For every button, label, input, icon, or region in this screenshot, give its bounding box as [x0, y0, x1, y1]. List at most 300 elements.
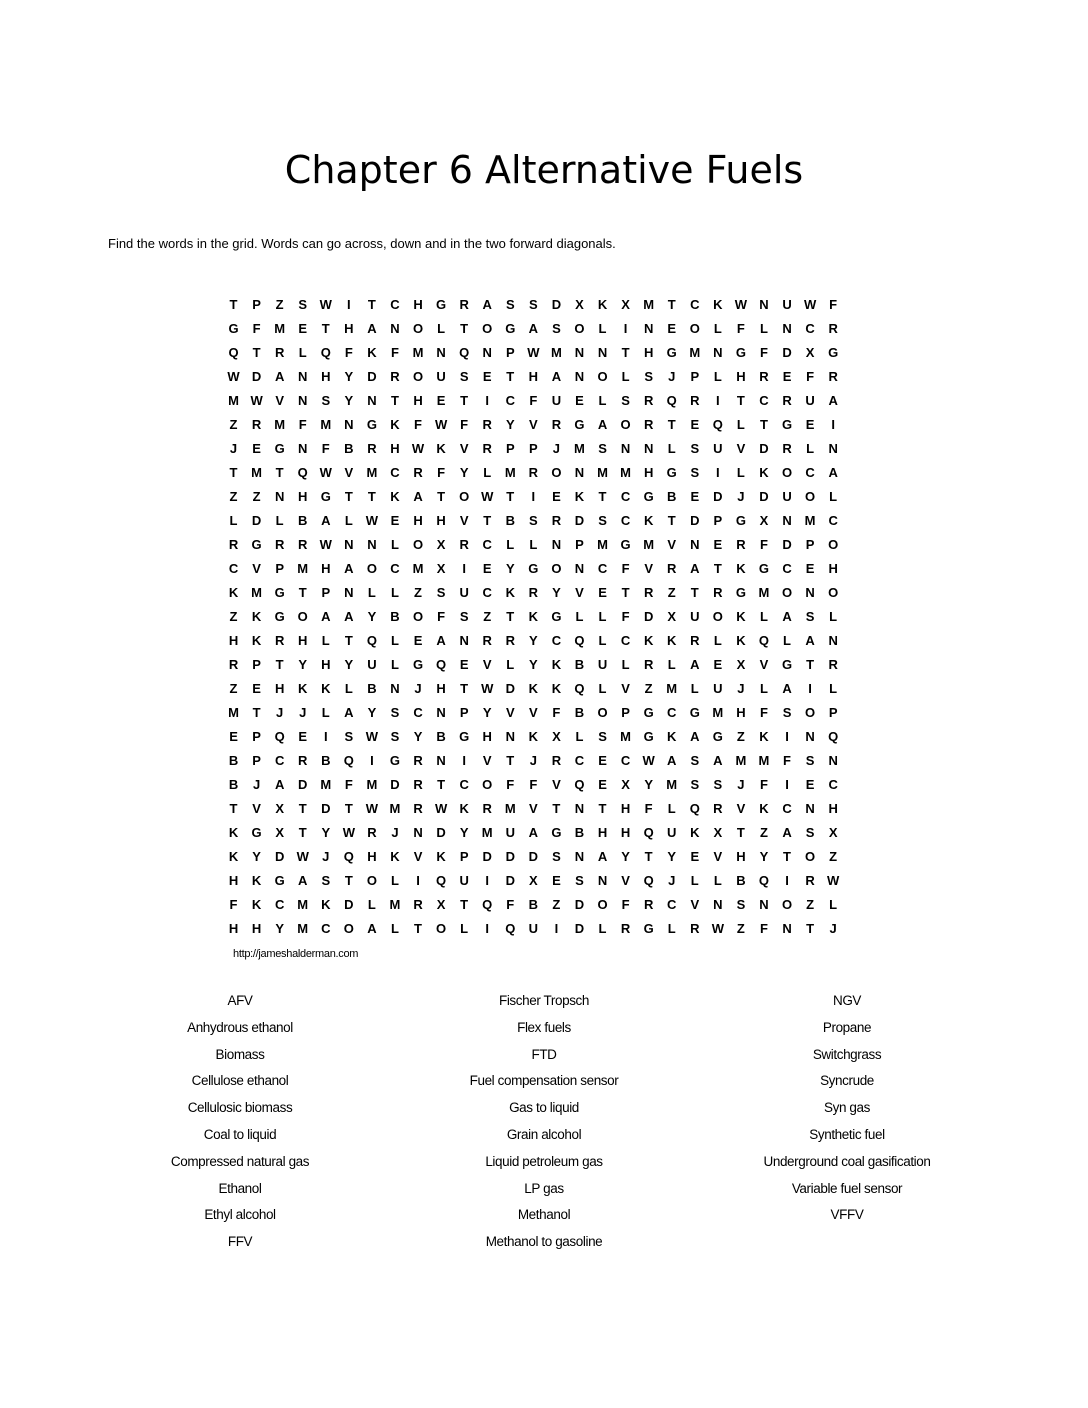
- grid-letter: H: [528, 368, 539, 384]
- grid-letter: Y: [759, 848, 769, 864]
- grid-letter: Q: [828, 728, 839, 744]
- grid-letter: S: [390, 728, 400, 744]
- grid-letter: L: [829, 680, 838, 696]
- grid-letter: K: [713, 296, 723, 312]
- grid-letter: N: [805, 800, 815, 816]
- grid-letter: V: [252, 800, 261, 816]
- grid-letter: K: [228, 848, 239, 864]
- grid-letter: I: [716, 392, 720, 408]
- grid-letter: E: [805, 776, 815, 792]
- grid-letter: I: [716, 464, 720, 480]
- grid-letter: Q: [689, 800, 700, 816]
- grid-letter: R: [736, 536, 746, 552]
- grid-letter: W: [711, 920, 724, 936]
- grid-letter: M: [504, 800, 516, 816]
- grid-letter: N: [828, 440, 838, 456]
- grid-letter: L: [367, 584, 376, 600]
- grid-letter: F: [344, 344, 353, 360]
- grid-row: [222, 844, 868, 868]
- grid-letter: Y: [252, 848, 261, 864]
- grid-letter: Q: [758, 872, 770, 888]
- grid-letter: R: [690, 392, 700, 408]
- grid-letter: N: [574, 464, 585, 480]
- grid-letter: N: [367, 392, 377, 408]
- grid-letter: R: [413, 800, 423, 816]
- grid-letter: L: [229, 512, 238, 528]
- grid-letter: S: [690, 752, 700, 768]
- grid-letter: Z: [229, 680, 238, 696]
- grid-letter: F: [437, 464, 446, 480]
- grid-letter: A: [436, 632, 446, 648]
- grid-letter: M: [297, 896, 309, 912]
- grid-letter: J: [737, 776, 745, 792]
- grid-letter: A: [690, 728, 700, 744]
- grid-letter: B: [574, 824, 585, 840]
- grid-letter: L: [275, 512, 284, 528]
- grid-letter: H: [228, 920, 239, 936]
- grid-letter: Q: [712, 416, 723, 432]
- grid-letter: G: [643, 920, 654, 936]
- grid-letter: H: [482, 728, 492, 744]
- grid-letter: T: [690, 584, 699, 600]
- grid-letter: F: [437, 608, 446, 624]
- grid-letter: N: [436, 344, 446, 360]
- grid-letter: W: [642, 752, 655, 768]
- grid-letter: M: [643, 536, 655, 552]
- grid-letter: G: [228, 320, 239, 336]
- grid-letter: R: [643, 656, 654, 672]
- grid-letter: D: [759, 488, 769, 504]
- grid-letter: R: [482, 440, 492, 456]
- grid-letter: B: [667, 488, 677, 504]
- grid-letter: M: [412, 344, 424, 360]
- grid-letter: C: [321, 920, 331, 936]
- grid-row: [222, 916, 868, 940]
- word-list-item: Liquid petroleum gas: [485, 1153, 603, 1169]
- grid-letter: L: [390, 872, 399, 888]
- grid-letter: L: [506, 656, 515, 672]
- grid-letter: I: [347, 296, 351, 312]
- grid-letter: N: [805, 584, 815, 600]
- grid-letter: T: [598, 488, 607, 504]
- grid-letter: U: [505, 824, 515, 840]
- grid-letter: R: [413, 752, 423, 768]
- word-list-item: FFV: [227, 1234, 253, 1250]
- grid-letter: X: [713, 824, 723, 840]
- grid-letter: S: [298, 296, 308, 312]
- grid-letter: G: [781, 656, 793, 672]
- grid-letter: N: [620, 440, 631, 456]
- grid-row: [222, 364, 868, 388]
- grid-letter: O: [781, 464, 793, 480]
- grid-letter: W: [434, 416, 448, 432]
- grid-letter: T: [367, 296, 376, 312]
- grid-letter: J: [737, 488, 745, 504]
- word-list-item: Ethyl alcohol: [204, 1207, 276, 1223]
- grid-letter: M: [597, 536, 608, 552]
- grid-letter: O: [366, 872, 377, 888]
- grid-letter: H: [298, 488, 308, 504]
- grid-letter: A: [690, 656, 700, 672]
- grid-letter: D: [505, 872, 515, 888]
- grid-letter: D: [390, 776, 400, 792]
- grid-letter: F: [783, 752, 791, 768]
- grid-letter: D: [251, 512, 262, 528]
- grid-letter: A: [667, 752, 677, 768]
- word-list-column-3: [717, 993, 977, 1234]
- grid-letter: E: [690, 848, 700, 864]
- grid-letter: V: [736, 440, 746, 456]
- grid-letter: M: [228, 704, 239, 720]
- grid-letter: P: [459, 704, 469, 720]
- grid-letter: E: [552, 872, 561, 888]
- grid-letter: G: [528, 560, 539, 576]
- grid-letter: G: [366, 416, 377, 432]
- grid-letter: M: [228, 392, 239, 408]
- grid-letter: N: [782, 512, 792, 528]
- grid-letter: Q: [459, 344, 470, 360]
- grid-letter: R: [551, 512, 562, 528]
- grid-letter: W: [803, 296, 817, 312]
- grid-letter: K: [597, 296, 608, 312]
- grid-letter: F: [759, 536, 768, 552]
- grid-letter: O: [412, 608, 424, 624]
- grid-letter: O: [482, 776, 493, 792]
- grid-letter: H: [228, 632, 239, 648]
- grid-letter: S: [621, 392, 630, 408]
- grid-letter: H: [828, 800, 838, 816]
- grid-letter: Z: [829, 848, 838, 864]
- grid-letter: R: [298, 752, 308, 768]
- grid-letter: E: [598, 752, 607, 768]
- grid-letter: S: [344, 728, 354, 744]
- grid-letter: Y: [644, 776, 653, 792]
- grid-letter: I: [554, 920, 559, 936]
- grid-letter: L: [713, 632, 722, 648]
- grid-letter: H: [390, 440, 400, 456]
- grid-letter: O: [805, 704, 816, 720]
- grid-letter: A: [597, 848, 608, 864]
- grid-row: [222, 580, 868, 604]
- grid-letter: F: [759, 776, 768, 792]
- grid-letter: F: [759, 920, 768, 936]
- grid-letter: R: [643, 392, 654, 408]
- grid-letter: S: [390, 704, 400, 720]
- grid-letter: L: [598, 632, 607, 648]
- grid-letter: T: [321, 320, 330, 336]
- grid-letter: D: [690, 512, 700, 528]
- grid-letter: G: [505, 320, 516, 336]
- grid-letter: A: [805, 632, 815, 648]
- grid-letter: R: [505, 632, 515, 648]
- grid-letter: P: [321, 584, 331, 600]
- grid-letter: T: [598, 800, 607, 816]
- grid-letter: I: [623, 320, 628, 336]
- grid-letter: M: [666, 776, 678, 792]
- grid-letter: W: [434, 800, 448, 816]
- grid-letter: A: [413, 488, 423, 504]
- grid-letter: K: [667, 728, 677, 744]
- grid-letter: K: [459, 800, 469, 816]
- grid-letter: N: [828, 632, 838, 648]
- grid-letter: K: [321, 680, 331, 696]
- grid-letter: V: [482, 752, 492, 768]
- grid-letter: K: [528, 680, 539, 696]
- grid-letter: S: [805, 752, 815, 768]
- grid-letter: L: [390, 920, 399, 936]
- grid-letter: Q: [297, 464, 308, 480]
- grid-letter: N: [551, 536, 562, 552]
- grid-letter: K: [736, 632, 746, 648]
- grid-letter: A: [528, 320, 539, 336]
- grid-letter: B: [367, 680, 377, 696]
- grid-letter: G: [320, 488, 331, 504]
- grid-letter: Y: [344, 368, 354, 384]
- grid-letter: C: [620, 752, 631, 768]
- grid-letter: U: [551, 392, 562, 408]
- grid-letter: T: [344, 872, 353, 888]
- grid-letter: E: [598, 776, 607, 792]
- grid-letter: E: [598, 584, 607, 600]
- grid-letter: U: [805, 392, 815, 408]
- grid-letter: T: [437, 488, 446, 504]
- grid-letter: L: [667, 920, 676, 936]
- grid-letter: L: [713, 320, 722, 336]
- grid-letter: H: [413, 392, 423, 408]
- grid-letter: R: [828, 320, 838, 336]
- grid-letter: F: [460, 416, 469, 432]
- grid-letter: U: [690, 608, 700, 624]
- grid-letter: C: [505, 392, 515, 408]
- grid-letter: C: [690, 296, 700, 312]
- grid-letter: N: [574, 368, 585, 384]
- grid-letter: A: [298, 872, 308, 888]
- grid-letter: X: [759, 512, 769, 528]
- grid-letter: M: [297, 920, 309, 936]
- word-list-item: Variable fuel sensor: [791, 1180, 903, 1196]
- grid-letter: V: [459, 512, 469, 528]
- grid-letter: G: [389, 752, 401, 768]
- grid-letter: O: [828, 584, 839, 600]
- grid-letter: O: [781, 584, 793, 600]
- grid-letter: P: [252, 656, 261, 672]
- grid-letter: U: [436, 368, 446, 384]
- grid-letter: Z: [644, 680, 653, 696]
- grid-letter: C: [597, 560, 608, 576]
- grid-letter: R: [413, 776, 423, 792]
- grid-letter: H: [298, 632, 308, 648]
- word-list-item: Methanol: [517, 1207, 571, 1223]
- grid-letter: C: [667, 704, 677, 720]
- grid-letter: K: [667, 632, 677, 648]
- grid-letter: I: [462, 752, 466, 768]
- grid-letter: O: [597, 704, 608, 720]
- grid-letter: P: [252, 752, 261, 768]
- grid-letter: O: [366, 560, 377, 576]
- grid-letter: M: [481, 824, 493, 840]
- grid-letter: R: [643, 584, 654, 600]
- grid-letter: V: [621, 680, 630, 696]
- grid-letter: T: [252, 344, 261, 360]
- grid-letter: L: [529, 536, 538, 552]
- grid-letter: S: [690, 440, 700, 456]
- grid-letter: A: [344, 608, 354, 624]
- grid-letter: L: [598, 680, 607, 696]
- grid-letter: L: [390, 632, 399, 648]
- grid-letter: T: [229, 800, 238, 816]
- grid-letter: G: [251, 536, 262, 552]
- grid-letter: G: [781, 416, 793, 432]
- grid-letter: D: [574, 512, 585, 528]
- grid-letter: K: [390, 488, 400, 504]
- grid-letter: S: [575, 872, 584, 888]
- grid-letter: T: [713, 560, 722, 576]
- grid-letter: E: [805, 560, 815, 576]
- grid-letter: A: [274, 776, 285, 792]
- grid-letter: T: [460, 320, 469, 336]
- grid-letter: G: [274, 584, 285, 600]
- grid-letter: C: [390, 560, 400, 576]
- grid-letter: Q: [643, 824, 654, 840]
- grid-letter: C: [413, 704, 423, 720]
- grid-letter: W: [527, 344, 540, 360]
- grid-letter: N: [574, 560, 585, 576]
- grid-letter: W: [411, 440, 425, 456]
- grid-letter: T: [344, 632, 353, 648]
- grid-letter: H: [344, 320, 354, 336]
- grid-letter: N: [367, 536, 377, 552]
- grid-letter: L: [598, 392, 607, 408]
- grid-letter: F: [621, 560, 630, 576]
- grid-letter: H: [736, 368, 746, 384]
- grid-letter: V: [667, 536, 677, 552]
- grid-letter: D: [759, 440, 769, 456]
- grid-letter: K: [228, 584, 239, 600]
- grid-letter: C: [274, 896, 285, 912]
- grid-letter: B: [736, 872, 746, 888]
- grid-letter: P: [828, 704, 838, 720]
- grid-letter: K: [643, 512, 654, 528]
- grid-letter: O: [574, 320, 585, 336]
- grid-letter: D: [482, 848, 492, 864]
- grid-letter: N: [344, 416, 354, 432]
- grid-letter: D: [713, 488, 723, 504]
- grid-letter: R: [528, 584, 539, 600]
- grid-letter: V: [759, 656, 769, 672]
- grid-letter: H: [597, 824, 608, 840]
- grid-letter: Z: [552, 896, 561, 912]
- grid-letter: B: [505, 512, 515, 528]
- grid-letter: L: [621, 656, 630, 672]
- grid-letter: A: [782, 680, 792, 696]
- grid-letter: C: [482, 536, 492, 552]
- grid-letter: W: [342, 824, 355, 840]
- grid-letter: L: [829, 488, 838, 504]
- grid-letter: L: [598, 920, 607, 936]
- grid-letter: R: [667, 560, 677, 576]
- grid-letter: Z: [759, 824, 768, 840]
- grid-letter: F: [759, 344, 768, 360]
- grid-letter: Y: [344, 392, 354, 408]
- grid-letter: P: [252, 728, 261, 744]
- grid-letter: Q: [643, 872, 654, 888]
- grid-letter: S: [552, 320, 561, 336]
- grid-letter: M: [666, 680, 678, 696]
- grid-letter: R: [643, 416, 654, 432]
- grid-row: [222, 316, 868, 340]
- grid-letter: K: [298, 680, 308, 696]
- grid-letter: H: [367, 848, 377, 864]
- grid-letter: T: [460, 896, 469, 912]
- word-list-item: Anhydrous ethanol: [187, 1019, 293, 1035]
- word-list-item: Switchgrass: [812, 1046, 882, 1062]
- grid-letter: R: [713, 800, 723, 816]
- grid-letter: O: [343, 920, 354, 936]
- grid-letter: M: [689, 344, 701, 360]
- grid-letter: W: [319, 464, 332, 480]
- grid-letter: L: [667, 800, 676, 816]
- grid-letter: V: [505, 704, 515, 720]
- grid-letter: K: [390, 416, 400, 432]
- grid-letter: T: [644, 848, 653, 864]
- grid-letter: R: [228, 656, 239, 672]
- grid-letter: N: [298, 392, 308, 408]
- grid-letter: N: [413, 824, 423, 840]
- grid-letter: F: [644, 800, 653, 816]
- grid-letter: Y: [505, 560, 515, 576]
- grid-letter: J: [299, 704, 307, 720]
- grid-letter: M: [297, 560, 309, 576]
- grid-letter: F: [298, 416, 307, 432]
- grid-letter: L: [667, 440, 676, 456]
- grid-letter: O: [551, 560, 562, 576]
- grid-letter: H: [620, 800, 631, 816]
- word-list-item: Grain alcohol: [506, 1126, 582, 1142]
- grid-letter: G: [735, 512, 746, 528]
- word-list-item: Cellulose ethanol: [191, 1073, 289, 1089]
- grid-letter: P: [459, 848, 469, 864]
- grid-letter: R: [551, 416, 562, 432]
- grid-letter: P: [690, 368, 700, 384]
- grid-letter: U: [367, 656, 377, 672]
- grid-letter: C: [782, 800, 792, 816]
- grid-letter: B: [298, 512, 308, 528]
- grid-letter: P: [529, 440, 538, 456]
- grid-letter: C: [828, 776, 838, 792]
- grid-letter: Y: [529, 656, 538, 672]
- grid-row: [222, 628, 868, 652]
- grid-letter: M: [550, 344, 562, 360]
- grid-letter: U: [667, 824, 677, 840]
- grid-letter: D: [782, 344, 792, 360]
- grid-letter: Z: [806, 896, 815, 912]
- grid-letter: P: [621, 704, 630, 720]
- grid-letter: I: [785, 776, 789, 792]
- grid-row: [222, 604, 868, 628]
- grid-letter: F: [621, 896, 630, 912]
- word-list-item: Synthetic fuel: [809, 1126, 885, 1142]
- grid-letter: K: [321, 896, 331, 912]
- word-list-item: Flex fuels: [517, 1019, 571, 1035]
- grid-letter: P: [252, 296, 261, 312]
- grid-letter: S: [552, 848, 561, 864]
- grid-letter: D: [251, 368, 262, 384]
- grid-letter: C: [620, 488, 631, 504]
- grid-letter: X: [828, 824, 838, 840]
- grid-letter: M: [758, 584, 770, 600]
- grid-letter: C: [228, 560, 239, 576]
- grid-letter: L: [621, 368, 630, 384]
